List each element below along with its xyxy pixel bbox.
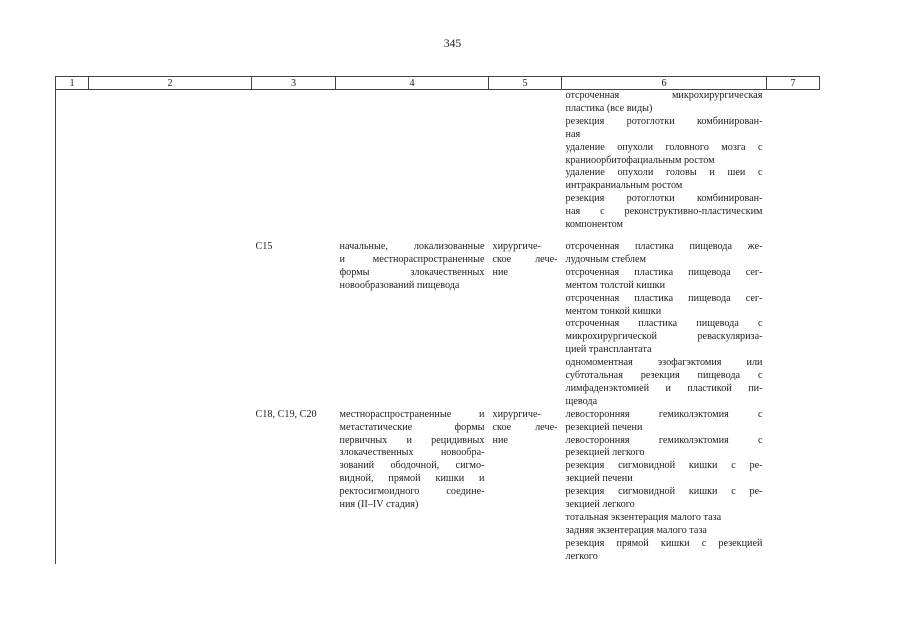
cell-col2 bbox=[89, 90, 252, 232]
treatment-method-line: зекцией печени bbox=[565, 473, 633, 485]
cell-treatment-type bbox=[489, 232, 562, 409]
cell-treatment-methods bbox=[562, 409, 767, 564]
column-header-3: 3 bbox=[252, 77, 336, 90]
table-header-row bbox=[56, 77, 820, 90]
treatment-method-line: лимфаденэктомией и пластикой пи- bbox=[565, 382, 763, 394]
cell-col2 bbox=[89, 409, 252, 564]
cell-diagnosis bbox=[336, 409, 489, 564]
treatment-method bbox=[566, 267, 763, 293]
treatment-method-line: ная bbox=[565, 128, 581, 140]
treatment-method bbox=[566, 116, 763, 142]
treatment-method-line: тотальная экзентерация малого таза bbox=[565, 512, 722, 523]
page-number: 345 bbox=[443, 38, 462, 50]
treatment-method bbox=[566, 193, 763, 232]
column-header-5: 5 bbox=[489, 77, 562, 90]
treatment-method-line: резекцией печени bbox=[565, 421, 643, 433]
diagnosis-line: метастатические формы bbox=[339, 421, 485, 433]
column-header-2: 2 bbox=[89, 77, 252, 90]
treatment-method bbox=[566, 293, 763, 319]
treatment-method-line: удаление опухоли головы и шеи с bbox=[565, 167, 763, 179]
treatment-method-line: зекцией легкого bbox=[565, 499, 635, 511]
treatment-method-line: отсроченная пластика пищевода сег- bbox=[565, 292, 763, 304]
treatment-method-line: отсроченная пластика пищевода сег- bbox=[565, 266, 763, 278]
treatment-method-line: резекция прямой кишки с резекцией bbox=[565, 537, 763, 549]
treatment-method bbox=[566, 512, 763, 525]
icd-code: C15 bbox=[255, 240, 273, 252]
treatment-method-line: отсроченная пластика пищевода с bbox=[565, 318, 763, 330]
treatment-method-line: левосторонняя гемиколэктомия с bbox=[565, 434, 763, 446]
treatment-method-line: интракраниальным ростом bbox=[565, 180, 683, 192]
treatment-method bbox=[566, 538, 763, 564]
diagnosis-line: местнораспространенные и bbox=[339, 408, 485, 420]
treatment-method bbox=[566, 525, 763, 538]
treatment-method bbox=[566, 486, 763, 512]
treatment-method-line: отсроченная микрохирургическая bbox=[565, 90, 763, 101]
diagnosis-line: формы злокачественных bbox=[339, 266, 485, 278]
cell-col7 bbox=[767, 232, 820, 409]
diagnosis-line: первичных и рецидивных bbox=[339, 434, 485, 446]
treatment-method-line: ментом тонкой кишки bbox=[565, 305, 662, 317]
table-row bbox=[56, 409, 820, 564]
treatment-method-line: удаление опухоли головного мозга с bbox=[565, 141, 763, 153]
cell-col7 bbox=[767, 90, 820, 232]
treatment-method-line: резекция ротоглотки комбинирован- bbox=[565, 193, 763, 205]
treatment-type-line: ние bbox=[492, 266, 508, 278]
treatment-method bbox=[566, 318, 763, 357]
treatment-method bbox=[566, 357, 763, 409]
treatment-method-line: легкого bbox=[565, 550, 598, 562]
treatment-method bbox=[566, 460, 763, 486]
cell-treatment-methods bbox=[562, 232, 767, 409]
treatment-method-line: ментом толстой кишки bbox=[565, 279, 666, 291]
cell-icd-code bbox=[252, 90, 336, 232]
treatment-method-line: ная с реконструктивно-пластическим bbox=[565, 206, 763, 218]
treatment-method-line: отсроченная пластика пищевода же- bbox=[565, 240, 763, 252]
diagnosis-line: ректосигмоидного соедине- bbox=[339, 486, 485, 498]
treatment-type-line: ние bbox=[492, 434, 508, 446]
treatment-method-line: щевода bbox=[565, 395, 598, 407]
treatment-method bbox=[566, 409, 763, 435]
cell-col1 bbox=[56, 409, 89, 564]
cell-icd-code bbox=[252, 232, 336, 409]
treatment-method-line: резекция сигмовидной кишки с ре- bbox=[565, 486, 763, 498]
diagnosis-line: зований ободочной, сигмо- bbox=[339, 460, 485, 472]
cell-col1 bbox=[56, 232, 89, 409]
cell-diagnosis bbox=[336, 232, 489, 409]
treatment-method-line: компонентом bbox=[565, 219, 623, 231]
treatment-method-line: резекцией легкого bbox=[565, 447, 645, 459]
treatment-method bbox=[566, 435, 763, 461]
treatment-type-line: ское лече- bbox=[492, 253, 558, 265]
diagnosis-line: ния (II–IV стадия) bbox=[339, 499, 419, 511]
treatment-method bbox=[566, 90, 763, 116]
table-row bbox=[56, 90, 820, 232]
diagnosis-line: видной, прямой кишки и bbox=[339, 473, 485, 485]
column-header-6: 6 bbox=[562, 77, 767, 90]
icd-code: C18, C19, C20 bbox=[255, 408, 317, 420]
treatment-method-line: микрохирургической реваскуляриза- bbox=[565, 331, 763, 343]
column-header-7: 7 bbox=[767, 77, 820, 90]
treatment-method bbox=[566, 241, 763, 267]
treatment-type-line: ское лече- bbox=[492, 421, 558, 433]
table-row bbox=[56, 232, 820, 409]
treatment-method-line: задняя экзентерация малого таза bbox=[565, 524, 707, 536]
treatment-method-line: резекция сигмовидной кишки с ре- bbox=[565, 460, 763, 472]
diagnosis-line: начальные, локализованные bbox=[339, 240, 485, 252]
column-header-1: 1 bbox=[56, 77, 89, 90]
cell-icd-code bbox=[252, 409, 336, 564]
treatment-type-line: хирургиче- bbox=[492, 408, 541, 420]
diagnosis-line: и местнораспространенные bbox=[339, 253, 485, 265]
treatment-method-line: субтотальная резекция пищевода с bbox=[565, 370, 763, 382]
treatment-method-line: краниоорбитофациальным ростом bbox=[565, 154, 715, 166]
diagnosis-line: новообразований пищевода bbox=[339, 279, 460, 291]
treatment-method-line: одномоментная эзофагэктомия или bbox=[565, 357, 763, 369]
document-table bbox=[55, 76, 820, 564]
treatment-method-line: резекция ротоглотки комбинирован- bbox=[565, 115, 763, 127]
treatment-type-line: хирургиче- bbox=[492, 240, 541, 252]
treatment-method-line: левосторонняя гемиколэктомия с bbox=[565, 408, 763, 420]
column-header-4: 4 bbox=[336, 77, 489, 90]
cell-treatment-type bbox=[489, 409, 562, 564]
cell-col2 bbox=[89, 232, 252, 409]
treatment-method bbox=[566, 142, 763, 168]
cell-treatment-type bbox=[489, 90, 562, 232]
cell-col7 bbox=[767, 409, 820, 564]
cell-diagnosis bbox=[336, 90, 489, 232]
treatment-method-line: пластика (все виды) bbox=[565, 102, 653, 114]
treatment-method bbox=[566, 167, 763, 193]
treatment-method-line: цией трансплантата bbox=[565, 344, 652, 356]
cell-treatment-methods bbox=[562, 90, 767, 232]
diagnosis-line: злокачественных новообра- bbox=[339, 447, 485, 459]
treatment-method-line: лудочным стеблем bbox=[565, 253, 646, 265]
cell-col1 bbox=[56, 90, 89, 232]
